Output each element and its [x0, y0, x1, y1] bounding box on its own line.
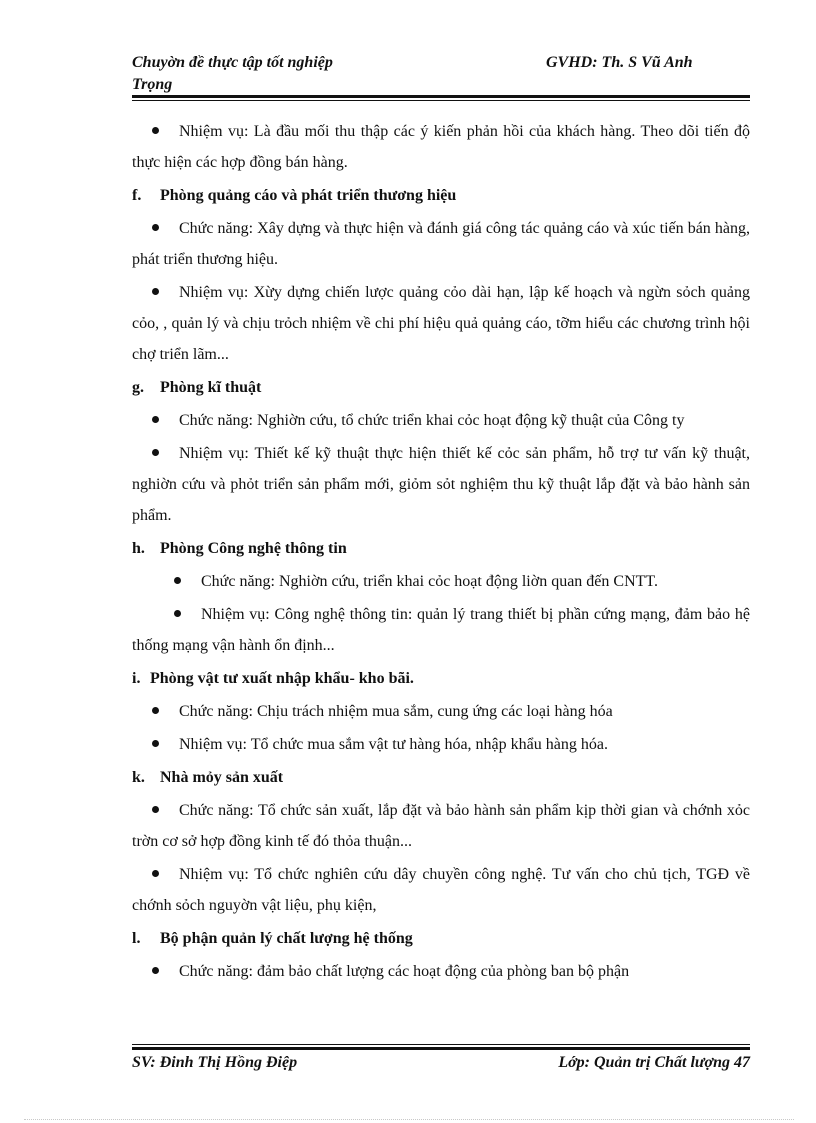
paragraph: Nhiệm vụ: Tổ chức nghiên cứu dây chuyền công nghệ. Tư vấn cho chủ tịch, TGĐ về chớnh sỏch nguyờn vật liệu, phụ kiện, — [132, 866, 750, 914]
bullet-icon — [152, 707, 159, 714]
footer-class: Lớp: Quản trị Chất lượng 47 — [558, 1054, 750, 1071]
header-rule-thin — [132, 100, 750, 101]
section-heading: h. Phòng Công nghệ thông tin — [132, 540, 347, 557]
paragraph: Nhiệm vụ: Xừy dựng chiến lược quảng cỏo dài hạn, lập kế hoạch và ngừn sỏch quảng cỏo, , quản lý và chịu trỏch nhiệm về chi phí hiệu quả quảng cáo, tỡm hiểu các chương trình hội chợ triển lãm... — [132, 284, 750, 363]
footer-rule-thin — [132, 1044, 750, 1045]
bullet-icon — [152, 288, 159, 295]
bullet-icon — [152, 416, 159, 423]
paragraph: Chức năng: Chịu trách nhiệm mua sắm, cung ứng các loại hàng hóa — [132, 696, 750, 727]
page-edge-divider — [24, 1119, 794, 1120]
header-title: Chuyờn đề thực tập tốt nghiệp — [132, 54, 333, 71]
paragraph: Nhiệm vụ: Công nghệ thông tin: quản lý trang thiết bị phần cứng mạng, đảm bảo hệ thống mạng vận hành ổn định... — [132, 606, 750, 654]
paragraph: Chức năng: đảm bảo chất lượng các hoạt động của phòng ban bộ phận — [132, 956, 750, 987]
header-title-cont: Trọng — [132, 76, 173, 93]
paragraph: Nhiệm vụ: Là đầu mối thu thập các ý kiến phản hồi của khách hàng. Theo dõi tiến độ thực hiện các hợp đồng bán hàng. — [132, 123, 750, 171]
section-heading: g. Phòng kĩ thuật — [132, 379, 262, 396]
footer-rule-thick — [132, 1047, 750, 1050]
paragraph: Chức năng: Nghiờn cứu, triển khai cỏc hoạt động liờn quan đến CNTT. — [132, 566, 750, 597]
paragraph: Nhiệm vụ: Tổ chức mua sắm vật tư hàng hóa, nhập khẩu hàng hóa. — [132, 729, 750, 760]
bullet-icon — [152, 806, 159, 813]
bullet-icon — [152, 870, 159, 877]
section-heading: i. Phòng vật tư xuất nhập khẩu- kho bãi. — [132, 670, 414, 687]
footer-student: SV: Đinh Thị Hồng Điệp — [132, 1054, 298, 1071]
section-heading: l. Bộ phận quản lý chất lượng hệ thống — [132, 930, 413, 947]
page-content — [132, 116, 750, 989]
bullet-icon — [174, 577, 181, 584]
header-left — [132, 52, 392, 96]
paragraph: Chức năng: Xây dựng và thực hiện và đánh giá công tác quảng cáo và xúc tiến bán hàng, phát triển thương hiệu. — [132, 220, 750, 268]
bullet-icon — [152, 224, 159, 231]
page-header — [132, 52, 750, 96]
paragraph: Chức năng: Tổ chức sản xuất, lắp đặt và bảo hành sản phẩm kịp thời gian và chớnh xỏc trờn cơ sở hợp đồng kinh tế đó thỏa thuận... — [132, 802, 750, 850]
bullet-icon — [152, 740, 159, 747]
header-supervisor: GVHD: Th. S Vũ Anh — [546, 54, 693, 71]
section-heading: k. Nhà mỏy sản xuất — [132, 769, 284, 786]
bullet-icon — [152, 449, 159, 456]
header-rule-thick — [132, 95, 750, 98]
bullet-icon — [174, 610, 181, 617]
bullet-icon — [152, 967, 159, 974]
paragraph: Nhiệm vụ: Thiết kế kỹ thuật thực hiện thiết kế cỏc sản phẩm, hỗ trợ tư vấn kỹ thuật, nghiờn cứu và phỏt triển sản phẩm mới, giỏm sỏt nghiệm thu kỹ thuật lắp đặt và bảo hành sản phẩm. — [132, 445, 750, 524]
bullet-icon — [152, 127, 159, 134]
paragraph: Chức năng: Nghiờn cứu, tổ chức triển khai cỏc hoạt động kỹ thuật của Công ty — [132, 405, 750, 436]
section-heading: f. Phòng quảng cáo và phát triển thương hiệu — [132, 187, 457, 204]
